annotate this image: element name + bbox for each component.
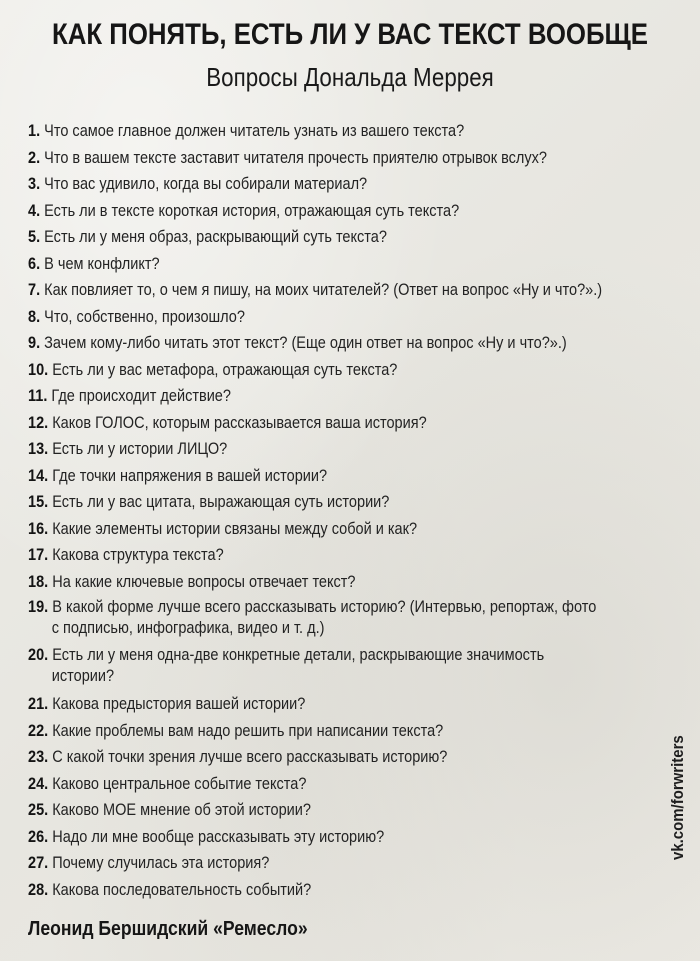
question-text: Есть ли у меня одна-две конкретные детали, раскрывающие значимость	[52, 646, 545, 664]
question-text: Надо ли мне вообще рассказывать эту историю?	[52, 827, 385, 846]
question-number: 6.	[28, 254, 41, 273]
question-item	[28, 569, 662, 596]
question-text: Какова последовательность событий?	[52, 880, 312, 899]
question-item	[28, 691, 662, 718]
question-item	[28, 718, 662, 745]
question-item	[28, 489, 662, 516]
question-item	[28, 463, 662, 490]
question-number: 7.	[28, 281, 41, 299]
question-text: Каково МОЕ мнение об этой истории?	[52, 801, 311, 819]
question-text: Какие проблемы вам надо решить при написании текста?	[52, 721, 444, 740]
question-text: Почему случилась эта история?	[52, 854, 270, 872]
question-text-continuation: истории?	[51, 667, 115, 685]
question-text: Что самое главное должен читатель узнать из вашего текста?	[44, 122, 465, 140]
question-item	[28, 595, 662, 640]
question-item	[28, 824, 662, 851]
question-item	[28, 877, 662, 904]
question-text: Какова предыстория вашей истории?	[52, 695, 306, 713]
source-link-text: vk.com/forwriters	[668, 735, 687, 860]
question-number: 16.	[28, 519, 49, 538]
question-item	[28, 304, 662, 331]
question-item	[28, 224, 662, 251]
question-text: Есть ли у вас метафора, отражающая суть текста?	[52, 360, 398, 379]
question-text: На какие ключевые вопросы отвечает текст?	[52, 572, 356, 591]
question-number: 24.	[28, 774, 49, 793]
question-text: Есть ли в тексте короткая история, отражающая суть текста?	[44, 201, 460, 220]
question-number: 28.	[28, 880, 49, 899]
question-number: 21.	[28, 695, 49, 713]
question-number: 4.	[28, 201, 41, 220]
question-text-continuation: с подписью, инфографика, видео и т. д.)	[51, 619, 325, 637]
question-item	[28, 744, 662, 771]
question-number: 27.	[28, 854, 49, 872]
question-item	[28, 850, 662, 877]
question-number: 23.	[28, 748, 49, 766]
question-number: 25.	[28, 801, 49, 819]
question-text: Как повлияет то, о чем я пишу, на моих читателей? (Ответ на вопрос «Ну и что?».)	[44, 281, 603, 299]
question-text: Есть ли у вас цитата, выражающая суть истории?	[52, 493, 390, 511]
question-item	[28, 771, 662, 798]
question-text: Где точки напряжения в вашей истории?	[52, 466, 328, 485]
question-number: 12.	[28, 413, 49, 432]
question-text: Каково центральное событие текста?	[52, 774, 307, 793]
question-number: 26.	[28, 827, 49, 846]
question-text: Есть ли у меня образ, раскрывающий суть текста?	[44, 228, 387, 246]
question-text: С какой точки зрения лучше всего рассказывать историю?	[52, 748, 448, 766]
question-text: Какова структура текста?	[52, 546, 224, 564]
question-number: 22.	[28, 721, 49, 740]
question-number: 9.	[28, 334, 41, 352]
question-item	[28, 330, 662, 357]
question-text: Зачем кому-либо читать этот текст? (Еще один ответ на вопрос «Ну и что?».)	[44, 334, 567, 352]
author-credit: Леонид Бершидский «Ремесло»	[28, 918, 308, 940]
page-title: КАК ПОНЯТЬ, ЕСТЬ ЛИ У ВАС ТЕКСТ ВООБЩЕ	[51, 18, 649, 51]
question-number: 10.	[28, 360, 49, 379]
source-watermark	[668, 718, 688, 860]
question-item	[28, 171, 662, 198]
question-text: Что вас удивило, когда вы собирали материал?	[44, 175, 368, 193]
question-number: 2.	[28, 148, 41, 167]
question-number: 11.	[28, 387, 48, 405]
question-text: Какие элементы истории связаны между собой и как?	[52, 519, 418, 538]
question-item	[28, 797, 662, 824]
question-text: Есть ли у истории ЛИЦО?	[52, 440, 228, 458]
question-text: В какой форме лучше всего рассказывать историю? (Интервью, репортаж, фото	[52, 598, 597, 616]
question-number: 5.	[28, 228, 41, 246]
question-number: 18.	[28, 572, 49, 591]
question-text: В чем конфликт?	[44, 254, 160, 273]
question-number: 15.	[28, 493, 49, 511]
question-number: 1.	[28, 122, 41, 140]
question-item	[28, 643, 662, 688]
question-number: 3.	[28, 175, 41, 193]
question-item	[28, 251, 662, 278]
question-item	[28, 118, 662, 145]
questions-list	[28, 118, 668, 903]
question-item	[28, 410, 662, 437]
question-item	[28, 516, 662, 543]
question-item	[28, 383, 662, 410]
question-item	[28, 145, 662, 172]
question-item	[28, 357, 662, 384]
question-number: 20.	[28, 646, 49, 664]
question-text: Что в вашем тексте заставит читателя прочесть приятелю отрывок вслух?	[44, 148, 547, 167]
page-subtitle: Вопросы Дональда Меррея	[206, 62, 494, 92]
question-number: 13.	[28, 440, 49, 458]
question-item	[28, 542, 662, 569]
question-text: Что, собственно, произошло?	[44, 307, 245, 326]
question-number: 8.	[28, 307, 41, 326]
question-number: 17.	[28, 546, 49, 564]
question-number: 19.	[28, 598, 49, 616]
question-number: 14.	[28, 466, 49, 485]
question-text: Каков ГОЛОС, которым рассказывается ваша история?	[52, 413, 427, 432]
question-item	[28, 436, 662, 463]
question-item	[28, 198, 662, 225]
question-item	[28, 277, 662, 304]
question-text: Где происходит действие?	[51, 387, 231, 405]
